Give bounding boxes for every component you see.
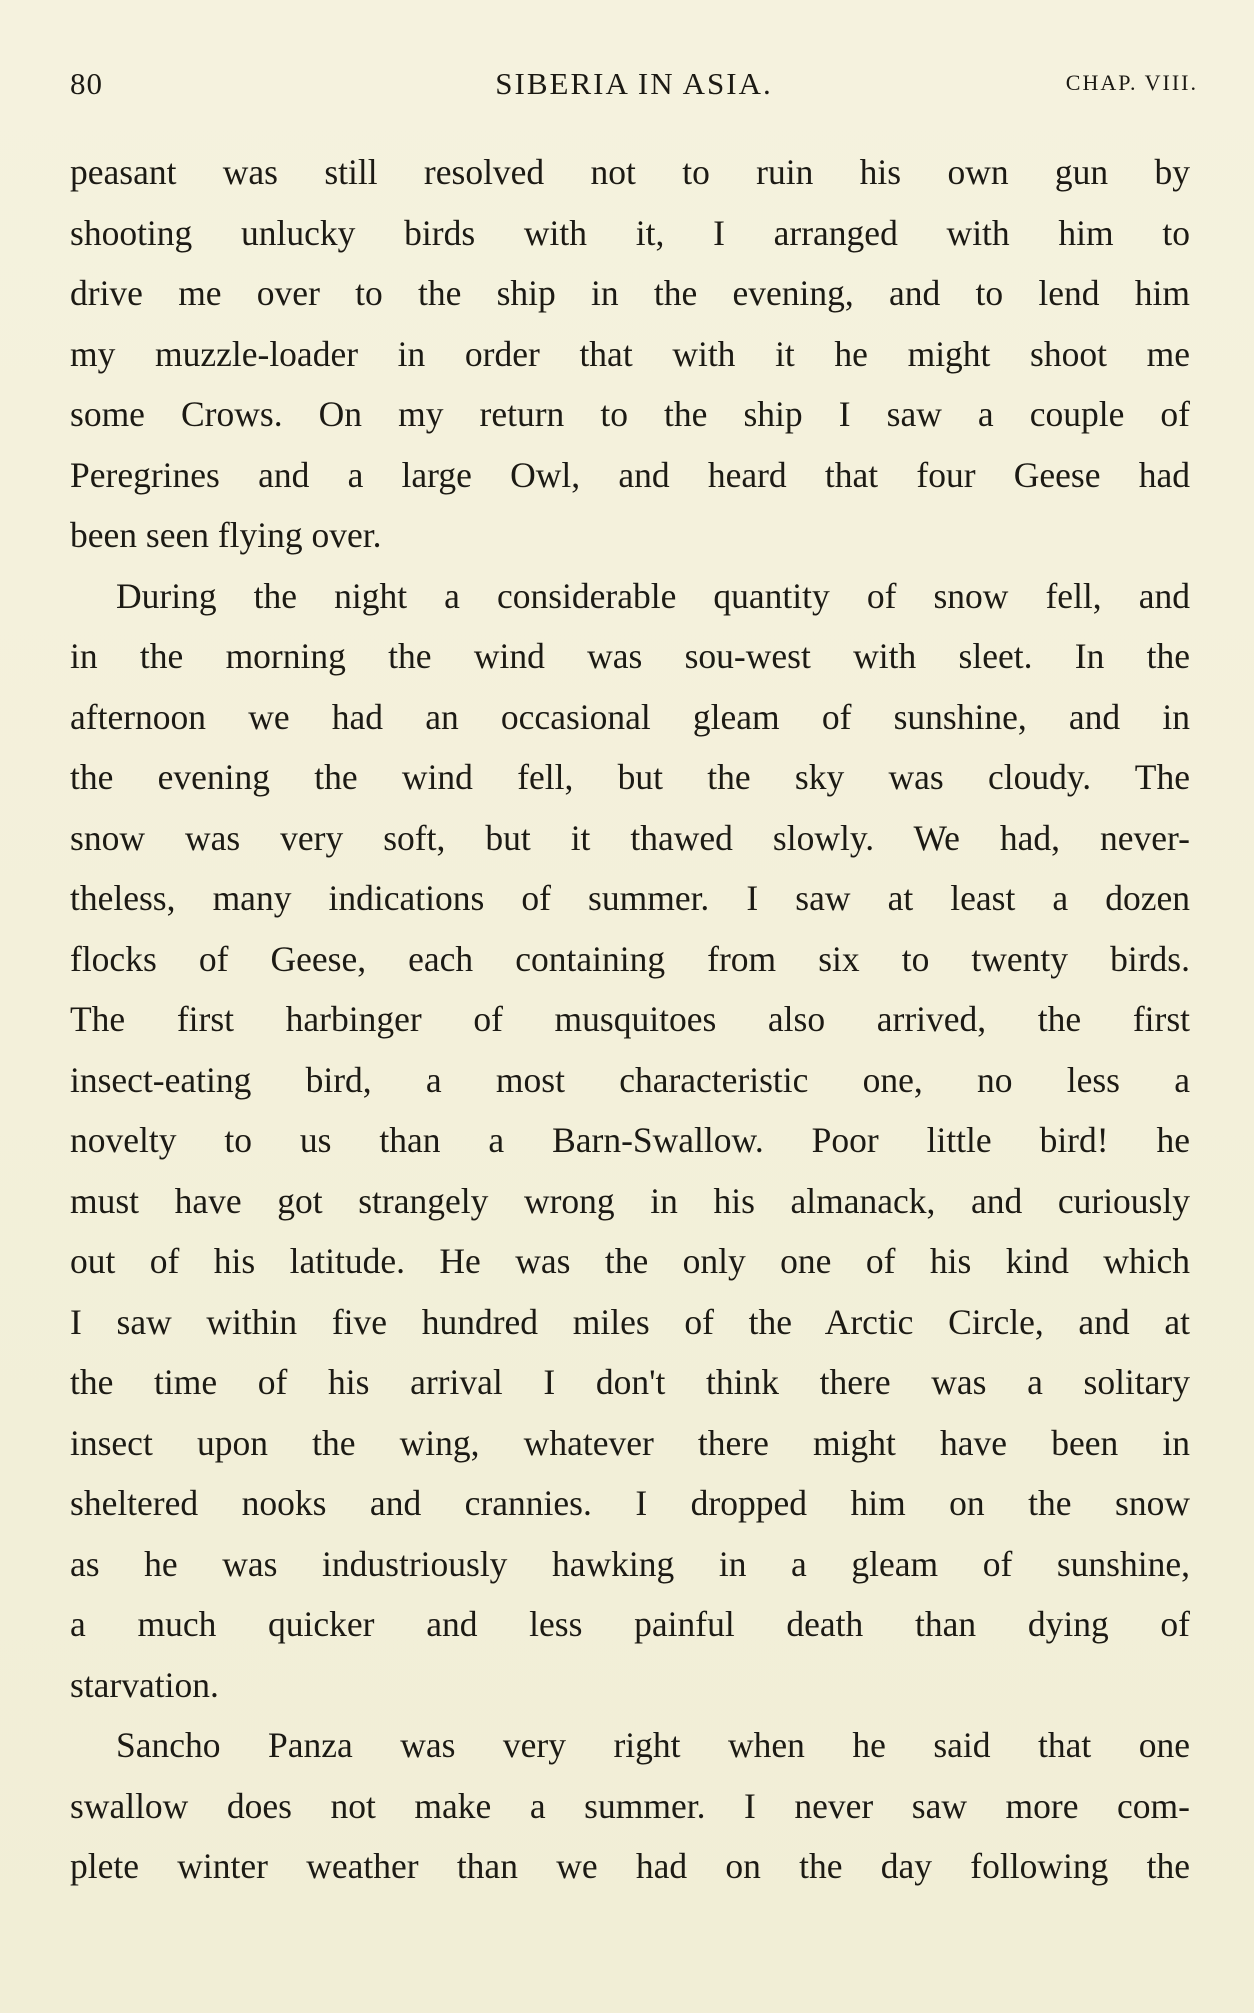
text-line: novelty to us than a Barn-Swallow. Poor little bird! he <box>70 1120 1190 1160</box>
text-line: During the night a considerable quantity of snow fell, and <box>116 575 1190 616</box>
text-line: Peregrines and a large Owl, and heard that four Geese had <box>70 454 1190 495</box>
text-line: a much quicker and less painful death than dying of <box>70 1604 1190 1644</box>
text-line: in the morning the wind was sou-west with sleet. In the <box>70 636 1190 676</box>
text-line: insect-eating bird, a most characteristic one, no less a <box>70 1059 1190 1100</box>
paragraph-2 <box>70 566 1190 1716</box>
text-line: swallow does not make a summer. I never saw more com- <box>70 1785 1190 1826</box>
text-line: must have got strangely wrong in his almanack, and curiously <box>70 1180 1190 1221</box>
text-line: theless, many indications of summer. I saw at least a dozen <box>70 878 1190 918</box>
text-line: my muzzle-loader in order that with it he might shoot me <box>70 333 1190 374</box>
text-line: some Crows. On my return to the ship I saw a couple of <box>70 394 1190 434</box>
text-line: afternoon we had an occasional gleam of sunshine, and in <box>70 696 1190 737</box>
text-line: Sancho Panza was very right when he said that one <box>116 1725 1190 1765</box>
text-line: out of his latitude. He was the only one of his kind which <box>70 1241 1190 1281</box>
text-line: sheltered nooks and crannies. I dropped him on the snow <box>70 1483 1190 1523</box>
text-line: the time of his arrival I don't think there was a solitary <box>70 1362 1190 1402</box>
text-line: peasant was still resolved not to ruin his own gun by <box>70 152 1190 192</box>
text-line: been seen flying over. <box>70 515 382 555</box>
book-title: SIBERIA IN ASIA. <box>495 66 773 101</box>
text-line: starvation. <box>70 1664 219 1705</box>
text-line: the evening the wind fell, but the sky was cloudy. The <box>70 757 1190 797</box>
text-line: The first harbinger of musquitoes also arrived, the first <box>70 999 1190 1039</box>
chapter-label: CHAP. VIII. <box>1065 70 1198 95</box>
page-number: 80 <box>70 66 103 101</box>
paragraph-1 <box>70 142 1190 566</box>
text-line: plete winter weather than we had on the day following the <box>70 1846 1190 1886</box>
body-text <box>70 142 1190 1897</box>
paragraph-3 <box>70 1715 1190 1897</box>
text-line: shooting unlucky birds with it, I arranged with him to <box>70 212 1190 253</box>
text-line: drive me over to the ship in the evening, and to lend him <box>70 273 1190 313</box>
text-line: insect upon the wing, whatever there might have been in <box>70 1422 1190 1463</box>
text-line: as he was industriously hawking in a gleam of sunshine, <box>70 1543 1190 1584</box>
text-line: snow was very soft, but it thawed slowly. We had, never- <box>70 817 1190 858</box>
text-line: I saw within five hundred miles of the Arctic Circle, and at <box>70 1301 1190 1342</box>
text-line: flocks of Geese, each containing from six to twenty birds. <box>70 938 1190 979</box>
running-head <box>70 66 1198 106</box>
